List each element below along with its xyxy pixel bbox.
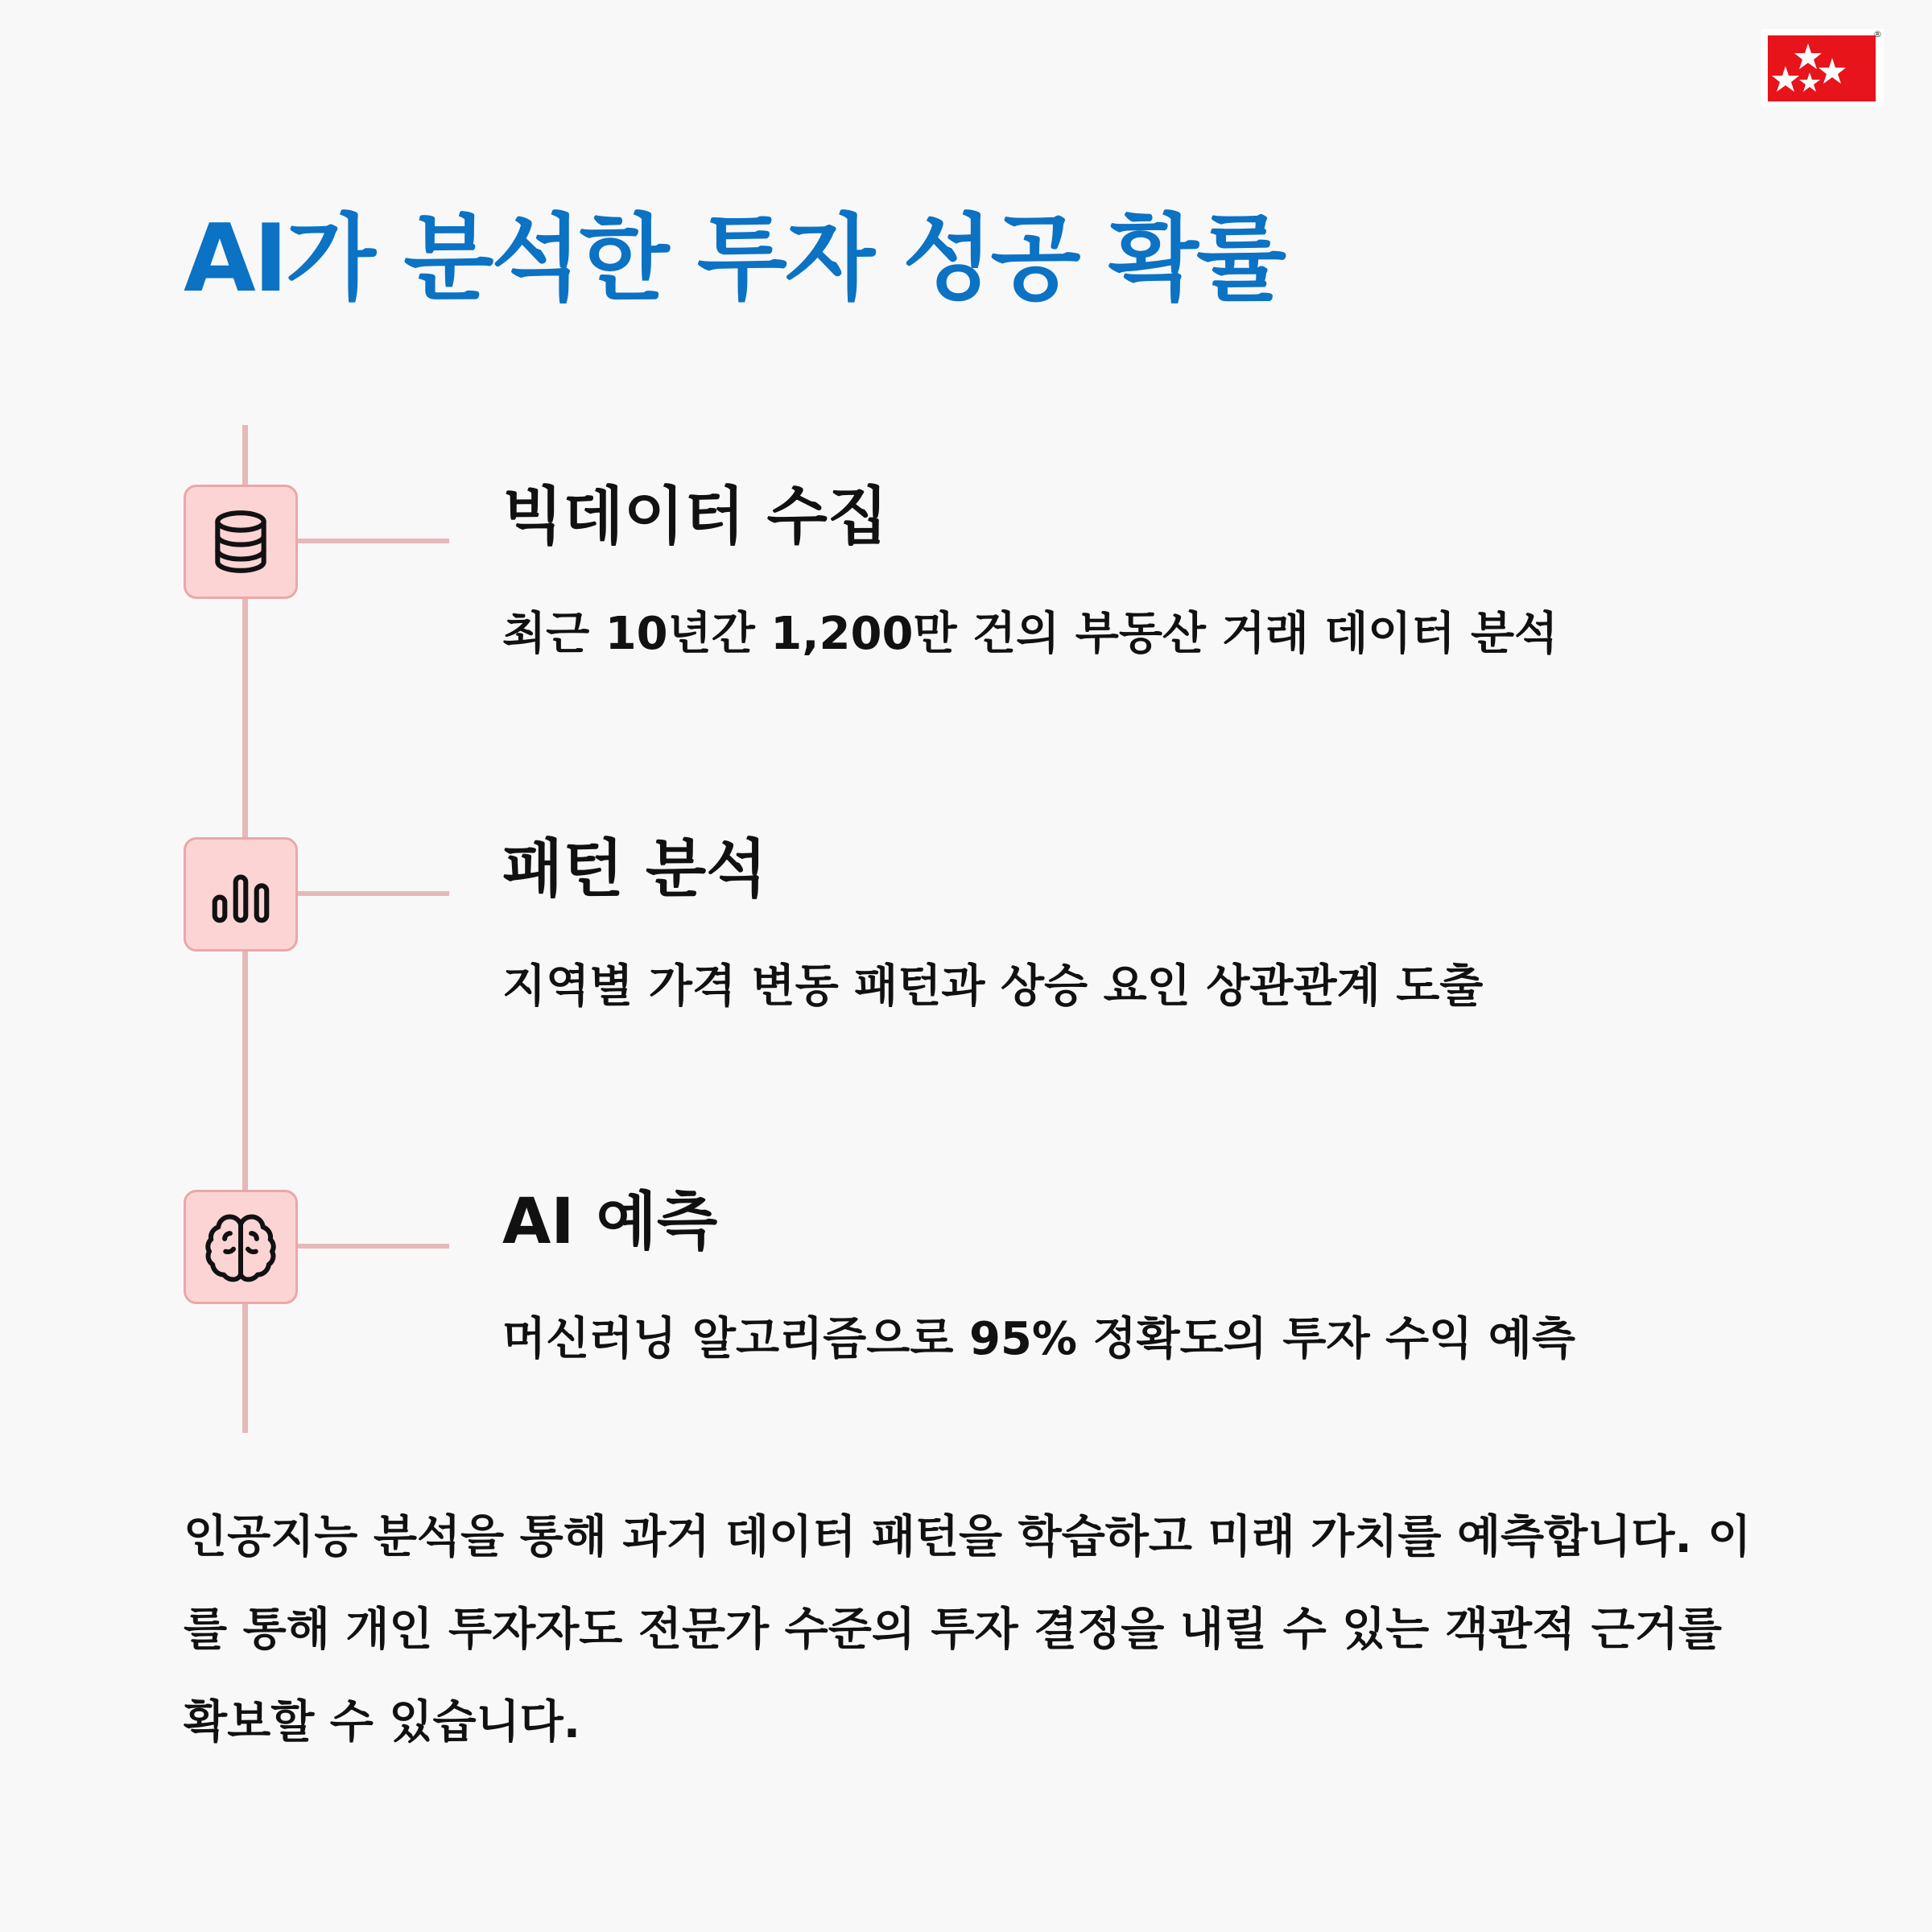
- bar-chart-icon: [206, 860, 275, 929]
- step-title: 빅데이터 수집: [502, 481, 889, 553]
- database-icon: [206, 507, 275, 576]
- step-description: 지역별 가격 변동 패턴과 상승 요인 상관관계 도출: [502, 960, 1484, 1013]
- registered-mark: ®: [1873, 29, 1882, 39]
- brain-icon: [204, 1211, 277, 1283]
- step-description: 머신러닝 알고리즘으로 95% 정확도의 투자 수익 예측: [502, 1313, 1575, 1365]
- company-logo: [1761, 29, 1884, 106]
- logo-stars-icon: [1768, 35, 1876, 101]
- step-icon-box: [184, 1190, 298, 1304]
- step-title: 패턴 분석: [502, 833, 767, 906]
- step-description: 최근 10년간 1,200만 건의 부동산 거래 데이터 분석: [502, 608, 1558, 660]
- page-title: AI가 분석한 투자 성공 확률: [184, 204, 1285, 313]
- step-title: AI 예측: [502, 1186, 718, 1258]
- timeline-connector: [298, 1244, 449, 1249]
- step-icon-box: [184, 485, 298, 599]
- step-icon-box: [184, 837, 298, 952]
- summary-paragraph: 인공지능 분석을 통해 과거 데이터 패턴을 학습하고 미래 가치를 예측합니다. 이를 통해 개인 투자자도 전문가 수준의 투자 결정을 내릴 수 있는 객관적 근거를 확보할 수 있습니다.: [184, 1511, 1752, 1748]
- timeline-connector: [298, 891, 449, 896]
- timeline-connector: [298, 539, 449, 543]
